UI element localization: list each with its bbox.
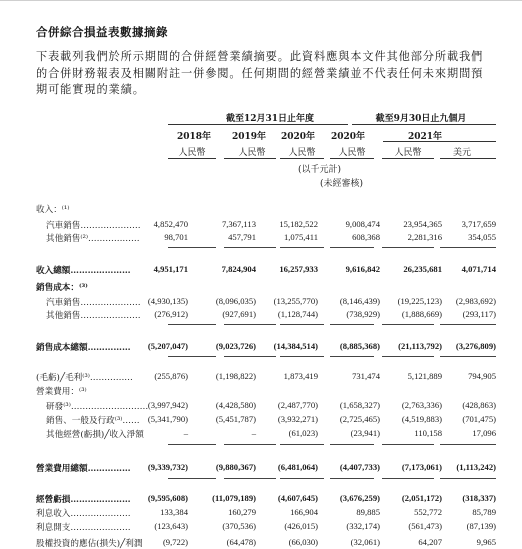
cell: (3,276,809) xyxy=(455,341,496,351)
sum-rule xyxy=(382,444,434,445)
cell: (255,876) xyxy=(154,371,188,381)
sum-rule xyxy=(440,324,496,325)
unit-label: (以千元計) xyxy=(298,165,342,175)
cell: (14,384,514) xyxy=(273,341,318,351)
cell: (9,722) xyxy=(162,537,188,547)
header-year-2020-9m: 2020年 xyxy=(331,132,366,142)
cell: (332,174) xyxy=(346,521,380,531)
sum-rule xyxy=(168,247,216,248)
cell: (66,030) xyxy=(288,537,318,547)
cell: (3,676,259) xyxy=(339,493,380,503)
sum-rule xyxy=(382,478,434,479)
cell: (4,519,883) xyxy=(401,414,442,424)
header-rule xyxy=(383,141,496,142)
cell: (4,607,645) xyxy=(277,493,318,503)
sum-rule xyxy=(168,444,216,445)
table-row xyxy=(36,371,496,383)
cell: (61,023) xyxy=(288,428,318,438)
cell: (21,113,792) xyxy=(398,341,442,351)
unaudited-label: (未經審核) xyxy=(320,179,364,189)
sum-rule xyxy=(382,247,434,248)
intro-paragraph xyxy=(36,49,486,99)
row-label: 銷售、一般及行政⁽³⁾…… xyxy=(46,416,140,426)
table-row xyxy=(36,309,496,321)
sum-rule xyxy=(280,478,324,479)
sum-rule xyxy=(280,444,324,445)
intro-line: 期可能實現的業績。 xyxy=(36,83,145,96)
header-currency: 人民幣 xyxy=(178,148,206,158)
cell: 133,384 xyxy=(160,507,188,517)
cell: (9,023,726) xyxy=(215,341,256,351)
sum-rule xyxy=(168,356,216,357)
cell: 15,182,522 xyxy=(279,219,318,229)
sum-rule xyxy=(382,324,434,325)
cell: – xyxy=(251,428,256,438)
header-rule xyxy=(330,158,374,159)
header-group-nine-months: 截至9月30日止九個月 xyxy=(375,114,467,124)
cell: 4,951,171 xyxy=(153,264,188,274)
cell: 7,367,113 xyxy=(221,219,256,229)
cell: (19,225,123) xyxy=(397,296,442,306)
table-row xyxy=(36,521,496,533)
cell: (293,117) xyxy=(462,309,496,319)
cell: (1,113,242) xyxy=(456,462,496,472)
sum-rule xyxy=(280,324,324,325)
cell: (318,337) xyxy=(462,493,496,503)
table-row xyxy=(36,296,496,308)
cell: 110,158 xyxy=(414,428,442,438)
cell: (9,880,367) xyxy=(215,462,256,472)
header-year-2019: 2019年 xyxy=(232,132,267,142)
cell: 4,852,470 xyxy=(153,219,188,229)
sum-rule xyxy=(224,478,276,479)
cell: (64,478) xyxy=(226,537,256,547)
row-label: 其他銷售⁽²⁾……………… xyxy=(46,234,140,244)
sum-rule xyxy=(224,444,276,445)
header-group-annual: 截至12月31日止年度 xyxy=(225,114,315,124)
row-label: 利息收入………………… xyxy=(36,509,131,519)
table-row xyxy=(36,385,496,397)
sum-rule xyxy=(440,247,496,248)
sum-rule xyxy=(280,247,324,248)
header-currency: 人民幣 xyxy=(288,148,316,158)
row-label: 股權投資的應佔(損失)╱利潤 xyxy=(36,539,143,549)
intro-line: 下表載列我們於所示期間的合併經營業績摘要。此資料應與本文件其他部分所載我們 xyxy=(36,50,484,63)
header-year-2021-9m: 2021年 xyxy=(408,132,443,142)
cell: 26,235,681 xyxy=(403,264,442,274)
cell: (5,451,787) xyxy=(215,414,256,424)
cell: 457,791 xyxy=(228,232,256,242)
cell: (276,912) xyxy=(154,309,188,319)
cell: (927,691) xyxy=(222,309,256,319)
sum-rule xyxy=(224,247,276,248)
cell: (4,930,135) xyxy=(147,296,188,306)
cell: 4,071,714 xyxy=(461,264,496,274)
sum-rule xyxy=(382,356,434,357)
sum-rule xyxy=(330,324,374,325)
cell: (1,658,327) xyxy=(339,400,380,410)
row-label: 銷售成本：⁽³⁾ xyxy=(36,283,88,293)
cell: 9,616,842 xyxy=(345,264,380,274)
sum-rule xyxy=(330,478,374,479)
table-row xyxy=(36,203,496,215)
cell: (426,015) xyxy=(284,521,318,531)
row-label: 研發⁽³⁾……………………… xyxy=(46,402,149,412)
cell: 23,954,365 xyxy=(403,219,442,229)
section-title: 合併綜合損益表數據摘錄 xyxy=(36,25,168,39)
row-label: 經營虧損………………… xyxy=(36,495,131,505)
table-row xyxy=(36,232,496,244)
cell: (3,932,271) xyxy=(277,414,318,424)
sum-rule xyxy=(330,247,374,248)
cell: (13,255,770) xyxy=(273,296,318,306)
header-currency: 人民幣 xyxy=(394,148,422,158)
header-rule xyxy=(168,158,216,159)
cell: 9,965 xyxy=(476,537,496,547)
cell: (8,885,368) xyxy=(339,341,380,351)
row-label: 汽車銷售………………… xyxy=(46,298,141,308)
header-currency: 人民幣 xyxy=(338,148,366,158)
cell: 64,207 xyxy=(418,537,442,547)
cell: (2,763,336) xyxy=(401,400,442,410)
cell: (87,139) xyxy=(466,521,496,531)
header-rule xyxy=(224,158,276,159)
row-label: 其他經營(虧損)╱收入淨額 xyxy=(46,430,144,440)
row-label: 收入：⁽¹⁾ xyxy=(36,205,70,215)
cell: 89,885 xyxy=(356,507,380,517)
cell: (1,888,669) xyxy=(401,309,442,319)
cell: (4,407,733) xyxy=(339,462,380,472)
row-label: 汽車銷售………………… xyxy=(46,221,141,231)
cell: (7,173,061) xyxy=(401,462,442,472)
top-rule xyxy=(0,0,522,5)
cell: 731,474 xyxy=(352,371,380,381)
cell: (123,643) xyxy=(154,521,188,531)
sum-rule xyxy=(440,356,496,357)
cell: (9,339,732) xyxy=(147,462,188,472)
sum-rule xyxy=(224,356,276,357)
row-label: 營業費用：⁽³⁾ xyxy=(36,387,87,397)
cell: 7,824,904 xyxy=(221,264,256,274)
row-label: 營業費用總額…………… xyxy=(36,464,131,474)
table-row xyxy=(36,281,496,293)
table-row-total xyxy=(36,493,496,505)
table-row xyxy=(36,219,496,231)
cell: (2,725,465) xyxy=(339,414,380,424)
sum-rule xyxy=(168,324,216,325)
table-row xyxy=(36,414,496,426)
row-label: (毛虧)╱毛利⁽³⁾…………… xyxy=(36,373,133,383)
cell: (11,079,189) xyxy=(212,493,256,503)
table-row-total xyxy=(36,341,496,353)
cell: 354,055 xyxy=(468,232,496,242)
header-currency: 人民幣 xyxy=(238,148,266,158)
table-row-total xyxy=(36,264,496,276)
cell: – xyxy=(183,428,188,438)
table-row xyxy=(36,400,496,412)
sum-rule xyxy=(440,444,496,445)
cell: (428,863) xyxy=(462,400,496,410)
header-currency: 美元 xyxy=(452,148,471,158)
cell: (561,473) xyxy=(408,521,442,531)
header-year-2020: 2020年 xyxy=(281,132,316,142)
table-row xyxy=(36,537,496,549)
cell: 166,904 xyxy=(290,507,318,517)
cell: (1,128,744) xyxy=(277,309,318,319)
header-rule xyxy=(280,158,324,159)
cell: 5,121,889 xyxy=(407,371,442,381)
cell: 1,873,419 xyxy=(283,371,318,381)
cell: (6,481,064) xyxy=(277,462,318,472)
cell: 85,789 xyxy=(472,507,496,517)
cell: 98,701 xyxy=(164,232,188,242)
sum-rule xyxy=(330,356,374,357)
sum-rule xyxy=(330,444,374,445)
cell: (370,536) xyxy=(222,521,256,531)
table-row xyxy=(36,428,496,440)
cell: 16,257,933 xyxy=(279,264,318,274)
cell: (701,475) xyxy=(462,414,496,424)
header-rule xyxy=(352,124,496,125)
row-label: 利息開支………………… xyxy=(36,523,131,533)
row-label: 其他銷售………………… xyxy=(46,311,141,321)
cell: (738,929) xyxy=(346,309,380,319)
cell: (4,428,580) xyxy=(215,400,256,410)
intro-line: 的合併財務報表及相關附註一併參閱。任何期間的經營業績並不代表任何未來期間預 xyxy=(36,66,484,80)
header-rule xyxy=(168,124,348,125)
cell: 9,008,474 xyxy=(345,219,380,229)
row-label: 銷售成本總額…………… xyxy=(36,343,131,353)
cell: (32,061) xyxy=(350,537,380,547)
cell: (2,051,172) xyxy=(401,493,442,503)
sum-rule xyxy=(280,356,324,357)
cell: 160,279 xyxy=(228,507,256,517)
cell: 3,717,659 xyxy=(461,219,496,229)
cell: 552,772 xyxy=(414,507,442,517)
table-row xyxy=(36,507,496,519)
cell: (23,941) xyxy=(350,428,380,438)
sum-rule xyxy=(224,324,276,325)
cell: 17,096 xyxy=(472,428,496,438)
sum-rule xyxy=(440,478,496,479)
cell: (2,983,692) xyxy=(455,296,496,306)
cell: (5,341,790) xyxy=(147,414,188,424)
cell: (3,997,942) xyxy=(147,400,188,410)
cell: 2,281,316 xyxy=(407,232,442,242)
cell: (5,207,047) xyxy=(147,341,188,351)
header-rule xyxy=(382,158,434,159)
cell: (8,096,035) xyxy=(215,296,256,306)
cell: (1,198,822) xyxy=(215,371,256,381)
row-label: 收入總額………………… xyxy=(36,266,131,276)
cell: (8,146,439) xyxy=(339,296,380,306)
cell: 608,368 xyxy=(352,232,380,242)
sum-rule xyxy=(168,478,216,479)
cell: (2,487,770) xyxy=(277,400,318,410)
cell: (9,595,608) xyxy=(147,493,188,503)
table-row-total xyxy=(36,462,496,474)
cell: 1,075,411 xyxy=(283,232,318,242)
header-rule xyxy=(440,158,496,159)
cell: 794,905 xyxy=(468,371,496,381)
header-year-2018: 2018年 xyxy=(177,132,212,142)
